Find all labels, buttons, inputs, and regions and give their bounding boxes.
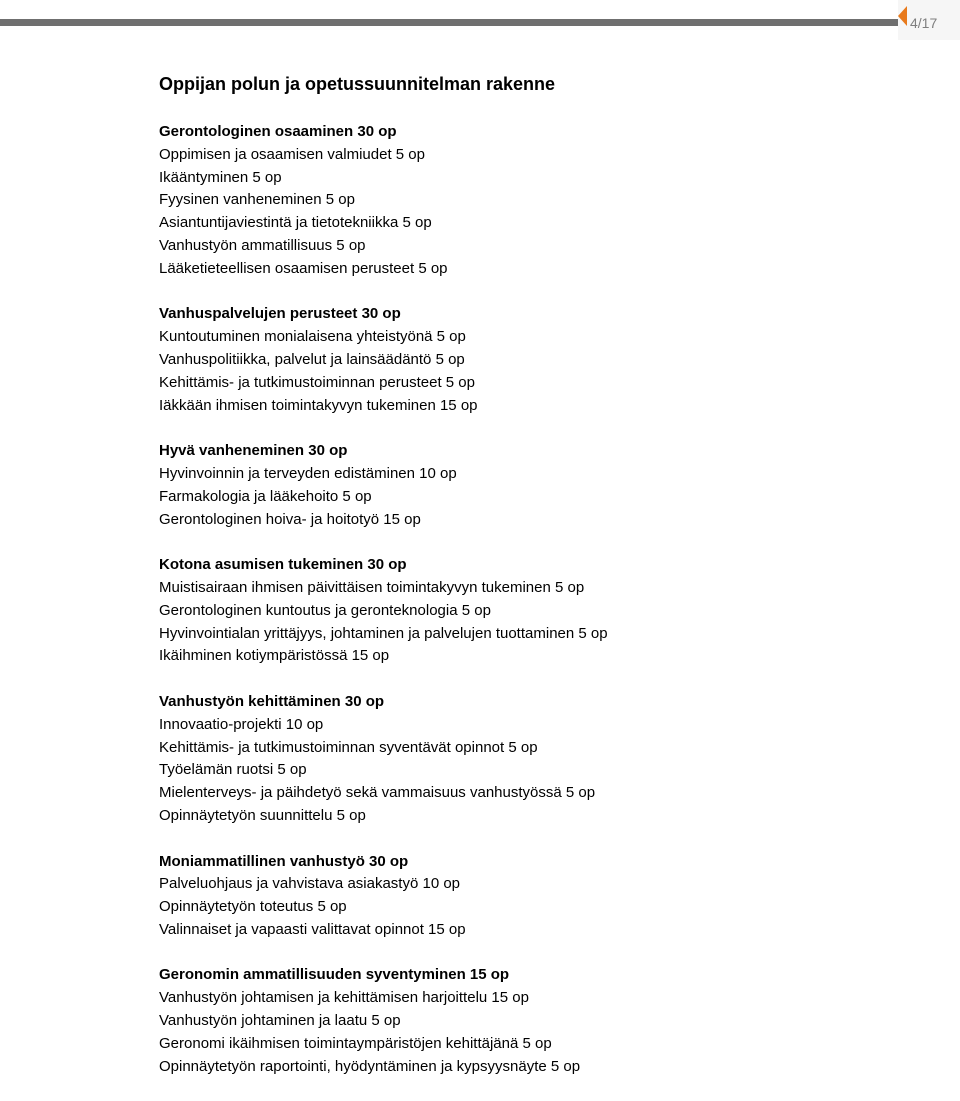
course-item: Kuntoutuminen monialaisena yhteistyönä 5 op [159,328,466,346]
course-item: Vanhustyön ammatillisuus 5 op [159,236,366,254]
course-item: Opinnäytetyön suunnittelu 5 op [159,806,366,824]
course-item: Mielenterveys- ja päihdetyö sekä vammaisuus vanhustyössä 5 op [159,784,596,802]
course-item: Asiantuntijaviestintä ja tietotekniikka 5 op [159,214,432,232]
page-tab-accent [898,6,907,26]
page-number: 4/17 [910,15,938,31]
course-item: Opinnäytetyön raportointi, hyödyntäminen ja kypsyysnäyte 5 op [159,1057,581,1075]
course-item: Kehittämis- ja tutkimustoiminnan perusteet 5 op [159,373,475,391]
course-item: Kehittämis- ja tutkimustoiminnan syventävät opinnot 5 op [159,738,538,756]
course-item: Vanhustyön johtaminen ja laatu 5 op [159,1012,401,1030]
header-rule [0,19,898,26]
course-item: Vanhustyön johtamisen ja kehittämisen harjoittelu 15 op [159,989,529,1007]
section-heading: Hyvä vanheneminen 30 op [159,442,348,460]
curriculum-section [159,691,939,828]
course-item: Fyysinen vanheneminen 5 op [159,191,355,209]
section-heading: Vanhuspalvelujen perusteet 30 op [159,305,401,323]
document-body [159,72,939,1101]
course-item: Oppimisen ja osaamisen valmiudet 5 op [159,145,425,163]
course-item: Gerontologinen kuntoutus ja geronteknologia 5 op [159,601,491,619]
section-heading: Geronomin ammatillisuuden syventyminen 15 op [159,966,510,984]
course-item: Lääketieteellisen osaamisen perusteet 5 op [159,259,448,277]
curriculum-section [159,554,939,668]
course-item: Gerontologinen hoiva- ja hoitotyö 15 op [159,510,421,528]
curriculum-section [159,303,939,417]
course-item: Innovaatio-projekti 10 op [159,715,324,733]
section-heading: Gerontologinen osaaminen 30 op [159,123,397,140]
course-item: Farmakologia ja lääkehoito 5 op [159,487,372,505]
section-heading: Moniammatillinen vanhustyö 30 op [159,852,409,870]
curriculum-section [159,964,939,1078]
course-item: Vanhuspolitiikka, palvelut ja lainsäädäntö 5 op [159,350,465,368]
curriculum-sections [159,121,939,1078]
document-title: Oppijan polun ja opetussuunnitelman rakenne [159,74,556,94]
curriculum-section [159,851,939,942]
section-heading: Kotona asumisen tukeminen 30 op [159,556,407,574]
course-item: Työelämän ruotsi 5 op [159,761,307,779]
course-item: Hyvinvoinnin ja terveyden edistäminen 10 op [159,464,457,482]
course-item: Ikäihminen kotiympäristössä 15 op [159,647,390,665]
course-item: Muistisairaan ihmisen päivittäisen toimintakyvyn tukeminen 5 op [159,578,585,596]
course-item: Geronomi ikäihmisen toimintaympäristöjen kehittäjänä 5 op [159,1034,552,1052]
course-item: Palveluohjaus ja vahvistava asiakastyö 10 op [159,875,461,893]
section-heading: Vanhustyön kehittäminen 30 op [159,692,385,710]
course-item: Opinnäytetyön toteutus 5 op [159,898,347,916]
course-item: Valinnaiset ja vapaasti valittavat opinnot 15 op [159,920,466,938]
curriculum-section [159,121,939,281]
course-item: Iäkkään ihmisen toimintakyvyn tukeminen 15 op [159,396,478,414]
curriculum-section [159,440,939,531]
course-item: Hyvinvointialan yrittäjyys, johtaminen ja palvelujen tuottaminen 5 op [159,624,608,642]
course-item: Ikääntyminen 5 op [159,168,282,186]
